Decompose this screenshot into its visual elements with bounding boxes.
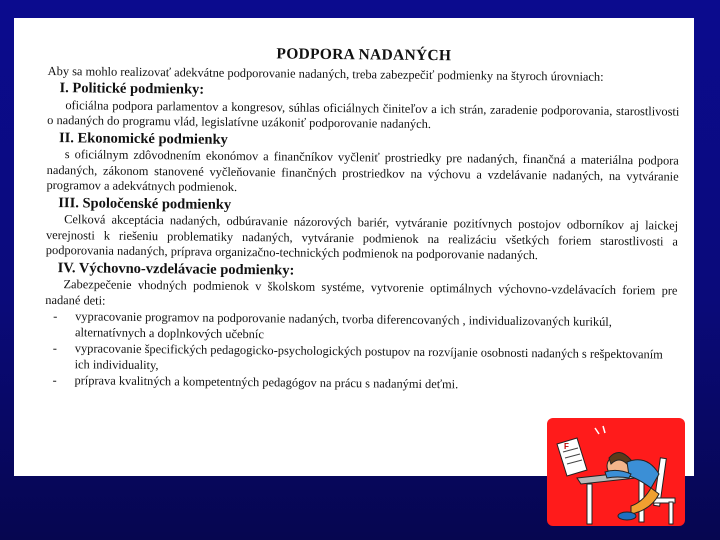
intro-paragraph: Aby sa mohlo realizovať adekvátne podporovanie nadaných, treba zabezpečiť podmienky na štyroch úrovniach: [47,63,604,84]
section-heading-social: III. Spoločenské podmienky [58,194,232,213]
paper-sheet-icon [557,438,587,476]
section-text-social: Celková akceptácia nadaných, odbúravanie názorových bariér, vytváranie pozitívnych postojov odborníkov aj laickej verejnosti k riešeniu problematiky nadaných, vytváranie podmienok na realizáciu všetkých foriem starostlivosti a podporovania nadaných, príprava organizačno-technických podmienok na podporovanie nadaných. [45,212,679,263]
bullet-dash: - [52,341,58,356]
bullet-dash: - [52,373,57,388]
section-heading-political: I. Politické podmienky: [59,80,205,98]
list-item-text: vypracovanie špecifických pedagogicko-psychologických postupov na rozvíjanie osobnosti nadaných s rešpektovaním ich individuality, [74,341,663,372]
tired-student-clipart [547,418,685,526]
section-heading-education: IV. Výchovno-vzdelávacie podmienky: [57,259,295,279]
grade-mark: F [564,442,569,451]
section-text-economic: s oficiálnym zdôvodnením ekonómov a finančníkov vyčleniť prostriedky pre nadaných, finančná a materiálna podpora nadaných, zákonom stanovené vyčleňovanie finančných prostriedkov na výchovu a vzdelávanie nadaných, na vytváranie programov a adekvátnych podmienok. [46,147,679,194]
list-item-text: príprava kvalitných a kompetentných pedagógov na prácu s nadanými deťmi. [74,373,459,392]
bullet-dash: - [53,309,58,324]
list-item-text: vypracovanie programov na podporovanie nadaných, tvorba diferencovaných , individualizovaných kurikúl, alternatívnych a doplnkových učebníc [74,309,612,341]
list-item [53,309,677,347]
tired-student-icon [547,418,685,526]
section-text-education: Zabezpečenie vhodných podmienok v školskom systéme, vytvorenie optimálnych výchovno-vzdelávacích foriem pre nadané deti: [45,277,678,308]
section-heading-economic: II. Ekonomické podmienky [58,129,228,148]
section-text-political: oficiálna podpora parlamentov a kongresov, súhlas oficiálnych činiteľov a ich strán, zaradenie podporovania, starostlivosti o nadaných do programu vlád, legislatívne uzákoniť podporovanie nadaných. [47,97,680,132]
document-body [44,44,680,395]
document-page [14,18,694,476]
list-item [53,341,677,379]
page-title: PODPORA NADANÝCH [276,45,452,65]
